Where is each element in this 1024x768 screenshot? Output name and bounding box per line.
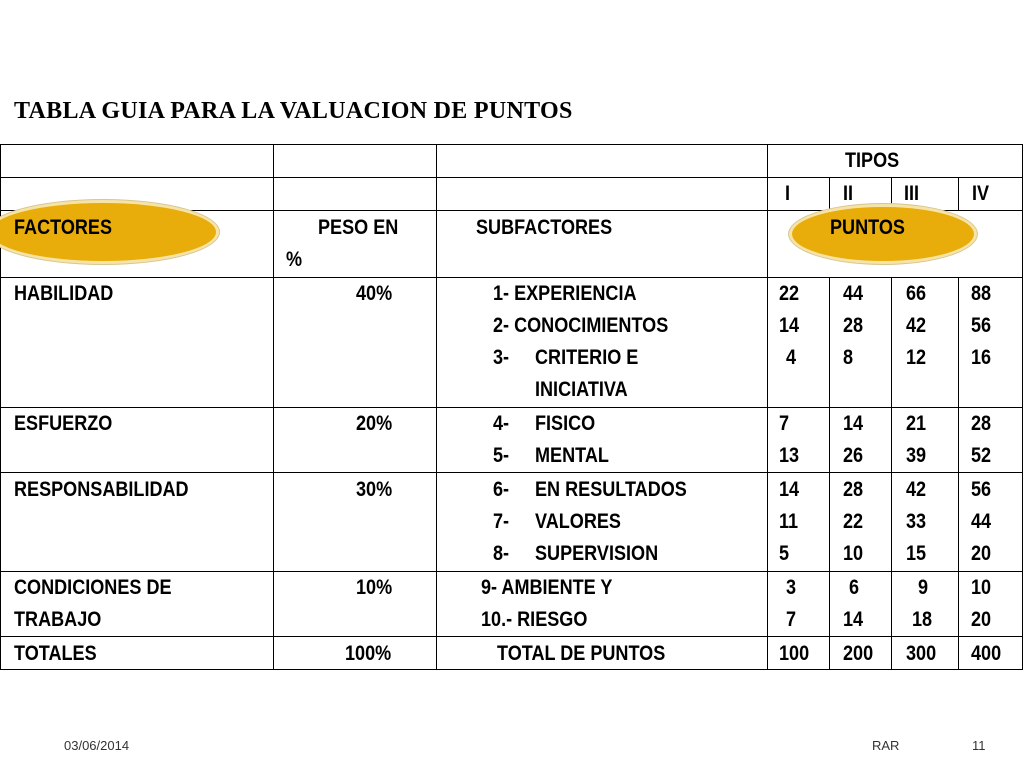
total-points-cell: 200 <box>843 642 874 665</box>
factor-weight: 40% <box>356 282 393 305</box>
points-cell: 42 <box>906 478 927 501</box>
points-cell: 12 <box>906 346 927 369</box>
points-cell: 9 <box>918 576 929 599</box>
subfactor: CRITERIO E <box>535 346 639 369</box>
points-cell: 11 <box>779 510 799 533</box>
points-cell: 14 <box>779 478 800 501</box>
points-cell: 3 <box>786 576 797 599</box>
factor-weight: 20% <box>356 412 393 435</box>
column-divider <box>829 177 830 210</box>
points-cell: 5 <box>779 542 790 565</box>
subfactor: 9- AMBIENTE Y <box>481 576 613 599</box>
points-cell: 18 <box>912 608 933 631</box>
points-cell: 88 <box>971 282 992 305</box>
total-points-cell: 100 <box>779 642 810 665</box>
tipo-i-header: I <box>785 182 791 205</box>
factores-header: FACTORES <box>14 216 113 239</box>
total-points-cell: 400 <box>971 642 1002 665</box>
subfactor: EN RESULTADOS <box>535 478 687 501</box>
points-cell: 7 <box>779 412 790 435</box>
subfactor: 1- EXPERIENCIA <box>493 282 637 305</box>
points-cell: 42 <box>906 314 927 337</box>
points-cell: 20 <box>971 542 992 565</box>
column-divider <box>829 277 830 670</box>
factor-name: ESFUERZO <box>14 412 113 435</box>
points-cell: 16 <box>971 346 992 369</box>
row-divider <box>0 177 1023 178</box>
subfactor-number: 6- <box>493 478 510 501</box>
points-cell: 14 <box>843 608 864 631</box>
points-cell: 10 <box>971 576 992 599</box>
subfactor-number: 5- <box>493 444 510 467</box>
points-cell: 44 <box>843 282 864 305</box>
points-cell: 66 <box>906 282 927 305</box>
tipo-ii-header: II <box>843 182 854 205</box>
points-cell: 21 <box>906 412 927 435</box>
peso-header-unit: % <box>286 248 303 271</box>
totals-weight: 100% <box>345 642 392 665</box>
points-cell: 52 <box>971 444 992 467</box>
subfactor-number: 7- <box>493 510 510 533</box>
subfactor: FISICO <box>535 412 596 435</box>
row-divider <box>0 407 1023 408</box>
subfactor-number: 8- <box>493 542 510 565</box>
points-cell: 20 <box>971 608 992 631</box>
tipos-header: TIPOS <box>845 149 900 172</box>
points-cell: 39 <box>906 444 927 467</box>
subfactor: SUPERVISION <box>535 542 659 565</box>
points-cell: 28 <box>843 314 864 337</box>
total-points-cell: 300 <box>906 642 937 665</box>
peso-header: PESO EN <box>318 216 399 239</box>
tipo-iv-header: IV <box>972 182 990 205</box>
points-cell: 7 <box>786 608 797 631</box>
factor-name: CONDICIONES DE <box>14 576 172 599</box>
row-divider <box>0 636 1023 637</box>
column-divider <box>958 277 959 670</box>
column-divider <box>891 277 892 670</box>
subfactor: 10.- RIESGO <box>481 608 588 631</box>
factor-name: HABILIDAD <box>14 282 114 305</box>
column-divider <box>891 177 892 210</box>
footer-page-number: 11 <box>972 738 986 753</box>
factor-name: RESPONSABILIDAD <box>14 478 189 501</box>
footer-date: 03/06/2014 <box>64 738 130 753</box>
factor-weight: 10% <box>356 576 393 599</box>
totals-label: TOTALES <box>14 642 97 665</box>
factor-weight: 30% <box>356 478 393 501</box>
footer-author: RAR <box>872 738 900 753</box>
points-cell: 28 <box>843 478 864 501</box>
points-cell: 14 <box>843 412 864 435</box>
points-cell: 10 <box>843 542 864 565</box>
points-cell: 28 <box>971 412 992 435</box>
points-cell: 8 <box>843 346 854 369</box>
points-cell: 33 <box>906 510 927 533</box>
factor-name: TRABAJO <box>14 608 102 631</box>
subfactor: INICIATIVA <box>535 378 628 401</box>
points-cell: 56 <box>971 478 992 501</box>
points-cell: 4 <box>786 346 797 369</box>
column-divider <box>958 177 959 210</box>
points-cell: 22 <box>779 282 800 305</box>
subfactor: MENTAL <box>535 444 609 467</box>
subfactor: VALORES <box>535 510 621 533</box>
points-cell: 14 <box>779 314 800 337</box>
points-cell: 56 <box>971 314 992 337</box>
points-cell: 44 <box>971 510 992 533</box>
tipo-iii-header: III <box>904 182 920 205</box>
points-cell: 22 <box>843 510 864 533</box>
points-cell: 15 <box>906 542 927 565</box>
subfactor-number: 4- <box>493 412 510 435</box>
slide-title: TABLA GUIA PARA LA VALUACION DE PUNTOS <box>14 98 573 124</box>
points-cell: 13 <box>779 444 800 467</box>
points-cell: 26 <box>843 444 864 467</box>
points-cell: 6 <box>849 576 860 599</box>
puntos-header: PUNTOS <box>830 216 905 239</box>
subfactor: 2- CONOCIMIENTOS <box>493 314 669 337</box>
subfactores-header: SUBFACTORES <box>476 216 613 239</box>
row-divider <box>0 472 1023 473</box>
totals-subfactor: TOTAL DE PUNTOS <box>497 642 666 665</box>
subfactor-number: 3- <box>493 346 510 369</box>
